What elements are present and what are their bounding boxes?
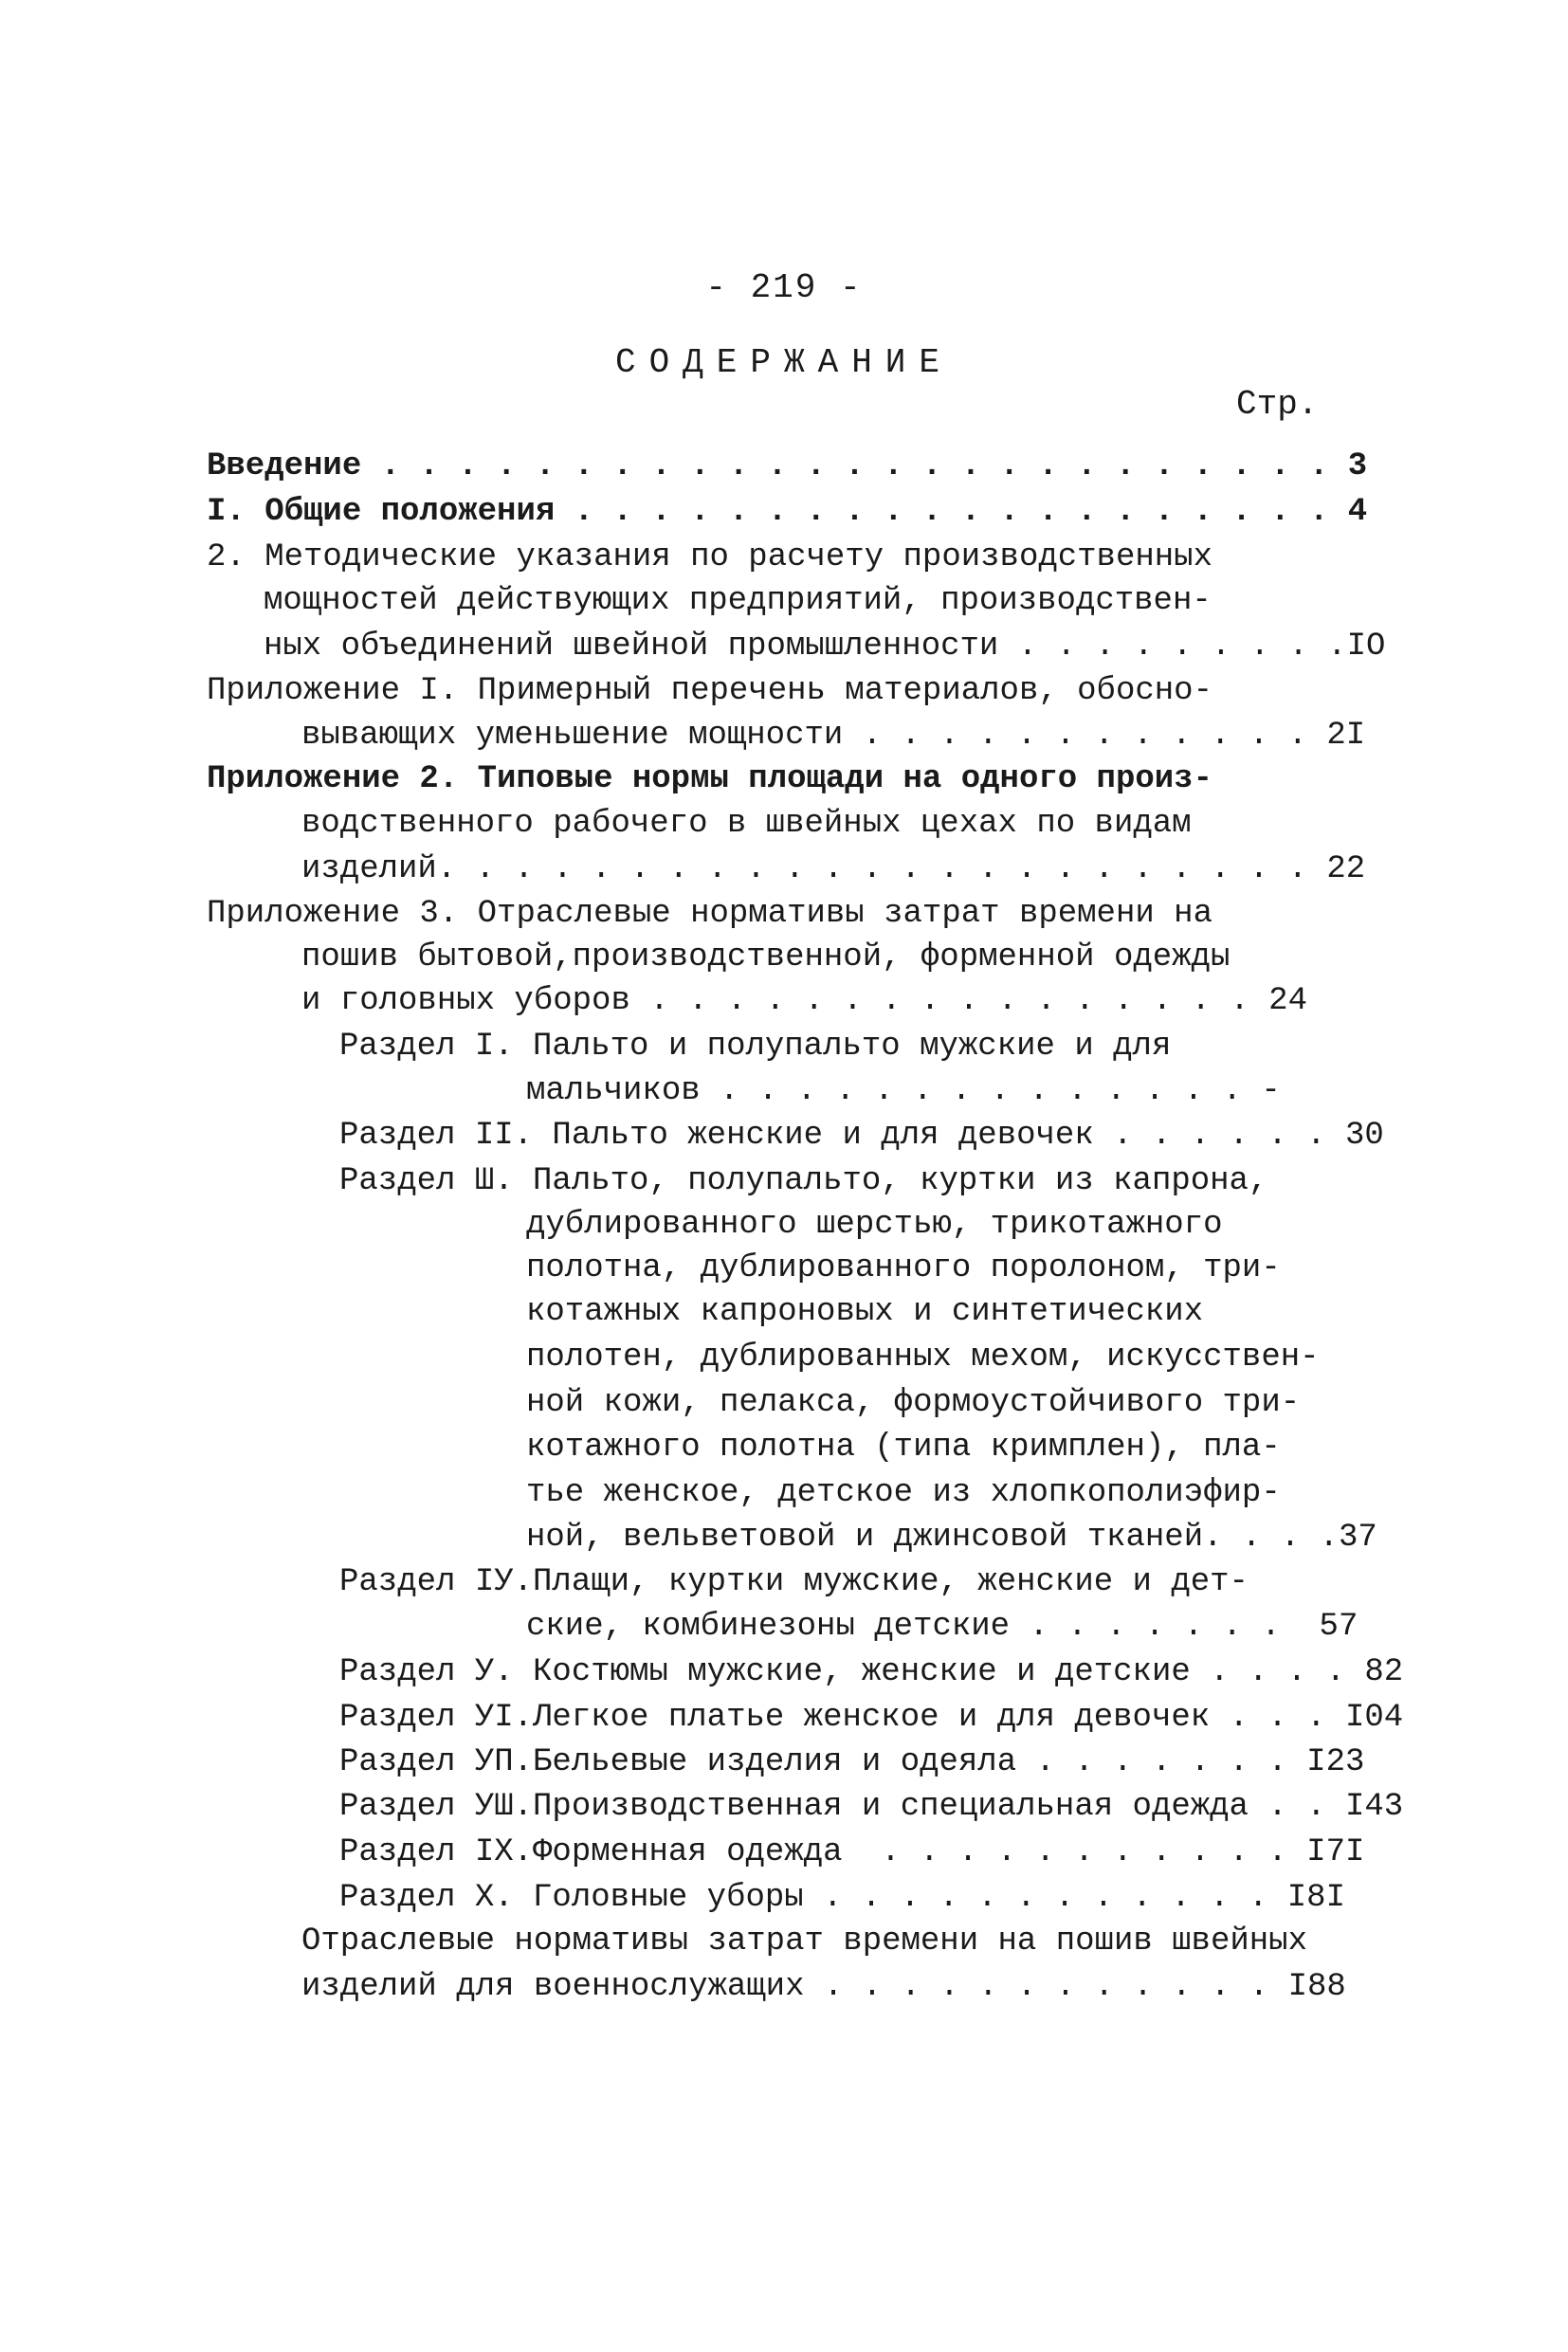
toc-entry-section-10: Раздел X. Головные уборы . . . . . . . . . . . . I8I [339, 1880, 1345, 1916]
toc-entry-section-1: Раздел I. Пальто и полупальто мужские и для [339, 1029, 1172, 1065]
toc-entry-continuation: полотен, дублированных мехом, искусствен- [526, 1340, 1320, 1376]
toc-entry-continuation: ной кожи, пелакса, формоустойчивого три- [526, 1385, 1301, 1421]
toc-entry-military-norms: Отраслевые нормативы затрат времени на пошив швейных [301, 1924, 1307, 1960]
toc-entry-section-8: Раздел УШ.Производственная и специальная одежда . . I43 [339, 1789, 1404, 1825]
toc-entry-appendix-3: Приложение 3. Отраслевые нормативы затрат времени на [207, 896, 1212, 932]
toc-entry-continuation: дублированного шерстью, трикотажного [526, 1207, 1223, 1243]
toc-entry-continuation: тье женское, детское из хлопкополиэфир- [526, 1475, 1281, 1511]
toc-entry-appendix-2: Приложение 2. Типовые нормы площади на одного произ- [207, 761, 1212, 797]
page-column-label: Стр. [1236, 385, 1319, 424]
toc-entry-continuation: ной, вельветовой и джинсовой тканей. . . .37 [526, 1520, 1377, 1556]
toc-entry-continuation: вывающих уменьшение мощности . . . . . . . . . . . . 2I [301, 718, 1366, 754]
toc-entry-methodical-instructions: 2. Методические указания по расчету производственных [207, 539, 1212, 575]
toc-entry-continuation: пошив бытовой,производственной, форменной одежды [301, 939, 1231, 975]
toc-entry-section-3: Раздел Ш. Пальто, полупальто, куртки из капрона, [339, 1163, 1268, 1199]
toc-entry-section-4: Раздел IУ.Плащи, куртки мужские, женские и дет- [339, 1564, 1249, 1600]
toc-entry-section-2: Раздел II. Пальто женские и для девочек . . . . . . 30 [339, 1118, 1384, 1154]
toc-entry-section-9: Раздел IX.Форменная одежда . . . . . . . . . . . I7I [339, 1834, 1365, 1870]
toc-entry-appendix-1: Приложение I. Примерный перечень материалов, обосно- [207, 673, 1212, 709]
toc-entry-continuation: мальчиков . . . . . . . . . . . . . . - [526, 1073, 1281, 1109]
toc-entry-general-provisions: I. Общие положения . . . . . . . . . . . . . . . . . . . . 4 [207, 494, 1368, 530]
toc-entry-introduction: Введение . . . . . . . . . . . . . . . . . . . . . . . . . 3 [207, 448, 1368, 484]
toc-entry-continuation: изделий для военнослужащих . . . . . . . . . . . . I88 [301, 1969, 1346, 2005]
toc-entry-continuation: ных объединений швейной промышленности . . . . . . . . .IO [264, 629, 1386, 665]
toc-entry-section-7: Раздел УП.Бельевые изделия и одеяла . . . . . . . I23 [339, 1744, 1365, 1780]
toc-entry-continuation: котажного полотна (типа кримплен), пла- [526, 1430, 1281, 1466]
toc-entry-continuation: водственного рабочего в швейных цехах по видам [301, 806, 1192, 842]
toc-entry-continuation: и головных уборов . . . . . . . . . . . . . . . . 24 [301, 983, 1307, 1019]
toc-entry-section-5: Раздел У. Костюмы мужские, женские и детские . . . . 82 [339, 1654, 1404, 1690]
toc-entry-continuation: мощностей действующих предприятий, производствен- [264, 583, 1212, 619]
toc-entry-continuation: ские, комбинезоны детские . . . . . . . 57 [526, 1609, 1358, 1645]
page-number: - 219 - [705, 268, 863, 307]
toc-entry-continuation: изделий. . . . . . . . . . . . . . . . . . . . . . . 22 [301, 851, 1366, 887]
toc-entry-continuation: котажных капроновых и синтетических [526, 1294, 1204, 1330]
toc-entry-continuation: полотна, дублированного поролоном, три- [526, 1250, 1281, 1286]
page-title: СОДЕРЖАНИЕ [614, 343, 954, 382]
toc-entry-section-6: Раздел УI.Легкое платье женское и для девочек . . . I04 [339, 1700, 1404, 1736]
